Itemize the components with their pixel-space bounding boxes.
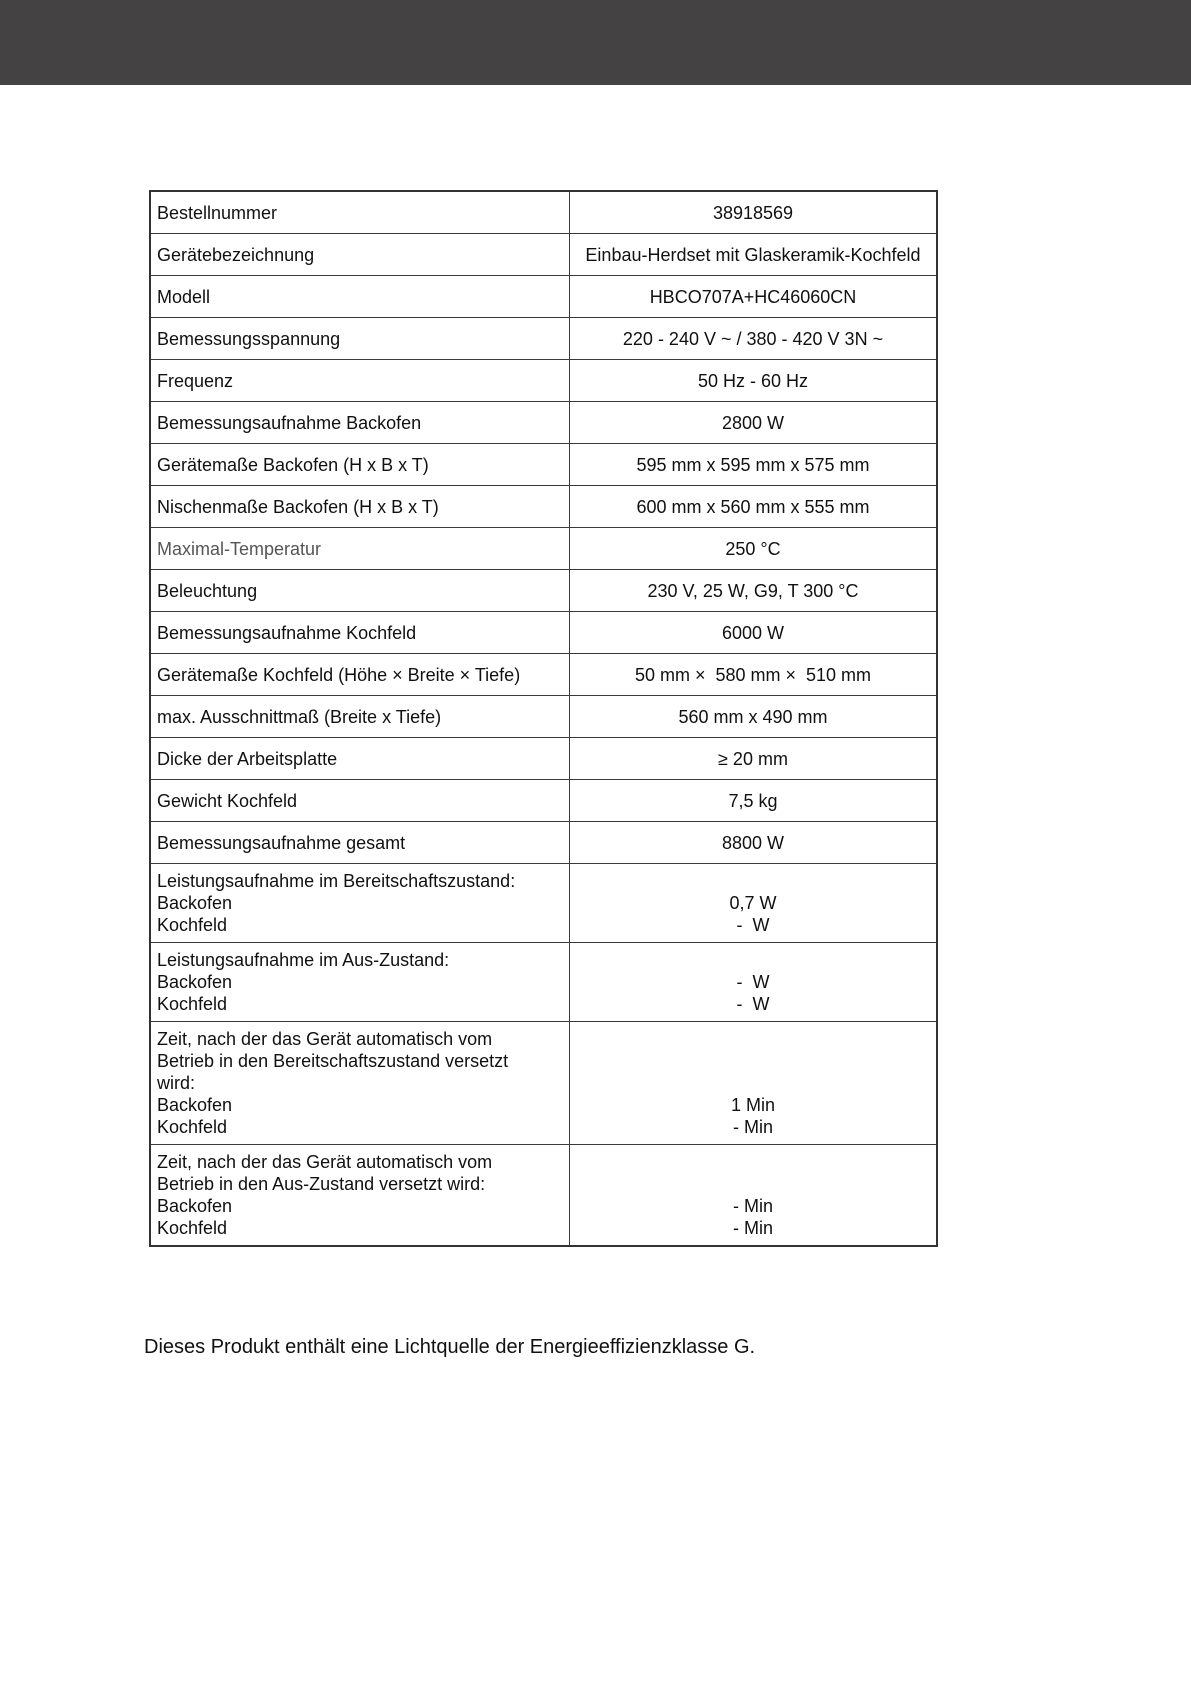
label-line: Backofen bbox=[157, 1196, 233, 1216]
label-line: Betrieb in den Aus-Zustand versetzt wird: bbox=[157, 1174, 486, 1194]
value-line: 0,7 W bbox=[729, 893, 777, 913]
table-row bbox=[150, 486, 937, 528]
row-value: 38918569 bbox=[570, 191, 938, 234]
label-line: Leistungsaufnahme im Bereitschaftszustand: bbox=[157, 871, 516, 891]
row-label bbox=[150, 1022, 570, 1145]
table-row bbox=[150, 822, 937, 864]
table-row bbox=[150, 234, 937, 276]
row-value: 600 mm x 560 mm x 555 mm bbox=[570, 486, 938, 528]
row-value bbox=[570, 1022, 938, 1145]
value-line bbox=[570, 1028, 936, 1050]
row-label: Gerätemaße Backofen (H x B x T) bbox=[150, 444, 570, 486]
value-line: - Min bbox=[733, 1196, 773, 1216]
spec-table bbox=[149, 190, 938, 1247]
row-label: Dicke der Arbeitsplatte bbox=[150, 738, 570, 780]
row-label: Modell bbox=[150, 276, 570, 318]
label-line: Backofen bbox=[157, 972, 233, 992]
row-value: 8800 W bbox=[570, 822, 938, 864]
row-value bbox=[570, 864, 938, 943]
row-label: Beleuchtung bbox=[150, 570, 570, 612]
table-row bbox=[150, 780, 937, 822]
table-row bbox=[150, 654, 937, 696]
table-row bbox=[150, 402, 937, 444]
value-line bbox=[570, 1050, 936, 1072]
table-row bbox=[150, 570, 937, 612]
table-row bbox=[150, 696, 937, 738]
table-row bbox=[150, 191, 937, 234]
table-row bbox=[150, 276, 937, 318]
row-value: 50 Hz - 60 Hz bbox=[570, 360, 938, 402]
label-line: Kochfeld bbox=[157, 1218, 228, 1238]
label-line: Leistungsaufnahme im Aus-Zustand: bbox=[157, 950, 450, 970]
row-label: Frequenz bbox=[150, 360, 570, 402]
table-row-time-to-standby bbox=[150, 1022, 937, 1145]
value-line: - Min bbox=[733, 1218, 773, 1238]
table-row-off-power bbox=[150, 943, 937, 1022]
row-label: max. Ausschnittmaß (Breite x Tiefe) bbox=[150, 696, 570, 738]
row-label: Gerätebezeichnung bbox=[150, 234, 570, 276]
row-value: HBCO707A+HC46060CN bbox=[570, 276, 938, 318]
row-label bbox=[150, 1145, 570, 1247]
label-line: Backofen bbox=[157, 1095, 233, 1115]
row-label bbox=[150, 943, 570, 1022]
value-line bbox=[570, 1072, 936, 1094]
row-label: Nischenmaße Backofen (H x B x T) bbox=[150, 486, 570, 528]
table-row bbox=[150, 318, 937, 360]
row-label: Bemessungsspannung bbox=[150, 318, 570, 360]
row-value: ≥ 20 mm bbox=[570, 738, 938, 780]
row-value: 7,5 kg bbox=[570, 780, 938, 822]
label-line: Betrieb in den Bereitschaftszustand versetzt bbox=[157, 1051, 509, 1071]
row-value: Einbau-Herdset mit Glaskeramik-Kochfeld bbox=[570, 234, 938, 276]
value-line: - Min bbox=[733, 1117, 773, 1137]
row-value bbox=[570, 1145, 938, 1247]
row-label: Gewicht Kochfeld bbox=[150, 780, 570, 822]
label-line: Backofen bbox=[157, 893, 233, 913]
table-row bbox=[150, 612, 937, 654]
row-value: 6000 W bbox=[570, 612, 938, 654]
value-line: 1 Min bbox=[730, 1095, 775, 1115]
label-line: Zeit, nach der das Gerät automatisch vom bbox=[157, 1152, 493, 1172]
row-label: Gerätemaße Kochfeld (Höhe × Breite × Tiefe) bbox=[150, 654, 570, 696]
table-row bbox=[150, 738, 937, 780]
row-label: Bemessungsaufnahme Kochfeld bbox=[150, 612, 570, 654]
label-line: Kochfeld bbox=[157, 1117, 228, 1137]
label-line: Kochfeld bbox=[157, 915, 228, 935]
row-value: 220 - 240 V ~ / 380 - 420 V 3N ~ bbox=[570, 318, 938, 360]
row-label: Maximal-Temperatur bbox=[150, 528, 570, 570]
value-line: - W bbox=[736, 915, 770, 935]
table-row bbox=[150, 528, 937, 570]
table-row-time-to-off bbox=[150, 1145, 937, 1247]
value-line bbox=[570, 1173, 936, 1195]
row-label: Bemessungsaufnahme gesamt bbox=[150, 822, 570, 864]
row-value: 595 mm x 595 mm x 575 mm bbox=[570, 444, 938, 486]
label-line: Zeit, nach der das Gerät automatisch vom bbox=[157, 1029, 493, 1049]
table-row bbox=[150, 360, 937, 402]
row-value: 2800 W bbox=[570, 402, 938, 444]
row-label bbox=[150, 864, 570, 943]
row-value bbox=[570, 943, 938, 1022]
row-label: Bemessungsaufnahme Backofen bbox=[150, 402, 570, 444]
label-line: wird: bbox=[157, 1073, 196, 1093]
value-line bbox=[570, 949, 936, 971]
row-value: 250 °C bbox=[570, 528, 938, 570]
row-value: 50 mm × 580 mm × 510 mm bbox=[570, 654, 938, 696]
value-line bbox=[570, 1151, 936, 1173]
table-row bbox=[150, 444, 937, 486]
row-value: 230 V, 25 W, G9, T 300 °C bbox=[570, 570, 938, 612]
energy-class-footnote: Dieses Produkt enthält eine Lichtquelle der Energieeffizienzklasse G. bbox=[144, 1336, 756, 1358]
header-bar bbox=[0, 0, 1191, 85]
table-row-standby-power bbox=[150, 864, 937, 943]
row-value: 560 mm x 490 mm bbox=[570, 696, 938, 738]
value-line: - W bbox=[736, 994, 770, 1014]
label-line: Kochfeld bbox=[157, 994, 228, 1014]
value-line: - W bbox=[736, 972, 770, 992]
row-label: Bestellnummer bbox=[150, 191, 570, 234]
value-line bbox=[570, 870, 936, 892]
